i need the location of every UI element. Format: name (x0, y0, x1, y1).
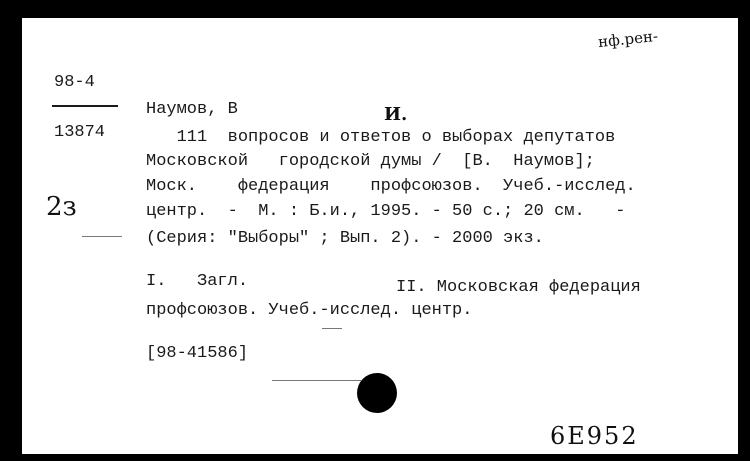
record-line-title-cont: Московской городской думы / [В. Наумов]; (146, 152, 595, 171)
tracing-title: I. Загл. (146, 272, 249, 291)
scan-noise (272, 380, 362, 381)
handwritten-note-top-right: нф.рен- (597, 26, 659, 52)
call-number-top: 98-4 (54, 73, 95, 92)
tracing-corporate-cont: профсоюзов. Учеб.-исслед. центр. (146, 301, 473, 320)
handwritten-initial-correction: И. (384, 104, 408, 125)
record-line-publisher: Моск. федерация профсоюзов. Учеб.-исслед. (146, 177, 636, 196)
record-line-imprint: центр. - М. : Б.и., 1995. - 50 с.; 20 см. - (146, 202, 626, 221)
record-line-series: (Серия: "Выборы" ; Вып. 2). - 2000 экз. (146, 229, 544, 248)
tracing-corporate: II. Московская федерация (396, 278, 641, 297)
call-number-divider (52, 105, 118, 107)
scan-noise (322, 328, 342, 329)
catalog-card (22, 18, 738, 454)
card-punch-hole (357, 373, 397, 413)
handwritten-inventory-number: 6E952 (550, 422, 639, 450)
handwritten-margin-note: 2з (46, 192, 77, 222)
record-line-author: Наумов, В (146, 100, 238, 119)
record-line-title: 111 вопросов и ответов о выборах депутатов (146, 128, 616, 147)
call-number-bottom: 13874 (54, 123, 106, 142)
scan-noise (82, 236, 122, 237)
control-number: [98-41586] (146, 344, 249, 363)
